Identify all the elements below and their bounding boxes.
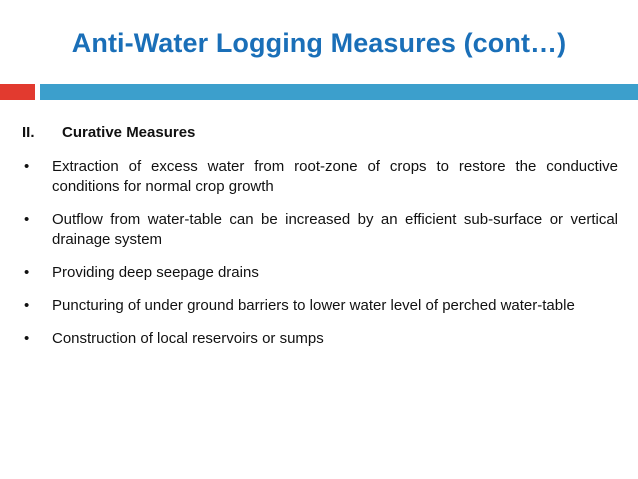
bullet-icon: • (24, 330, 30, 347)
slide-title: Anti-Water Logging Measures (cont…) (71, 28, 567, 58)
bullet-icon: • (24, 297, 30, 314)
bullet-icon: • (24, 158, 30, 175)
list-item (22, 210, 618, 250)
section-label: Curative Measures (62, 124, 196, 141)
section-heading (22, 124, 195, 141)
list-item-text: Outflow from water-table can be increased by an efficient sub-surface or vertical drainage system (52, 211, 618, 248)
list-item-text: Puncturing of under ground barriers to lower water level of perched water-table (52, 297, 575, 314)
list-item (22, 329, 618, 349)
list-item-text: Construction of local reservoirs or sumps (52, 330, 324, 347)
list-item-text: Providing deep seepage drains (52, 264, 259, 281)
list-item (22, 263, 618, 283)
list-item (22, 157, 618, 197)
section-number: II. (22, 124, 35, 141)
bullet-list (22, 157, 618, 362)
list-item-text: Extraction of excess water from root-zone of crops to restore the conductive conditions for normal crop growth (52, 158, 618, 195)
bullet-icon: • (24, 264, 30, 281)
list-item (22, 296, 618, 316)
accent-bar-blue (40, 84, 638, 100)
bullet-icon: • (24, 211, 30, 228)
accent-bar-red (0, 84, 35, 100)
